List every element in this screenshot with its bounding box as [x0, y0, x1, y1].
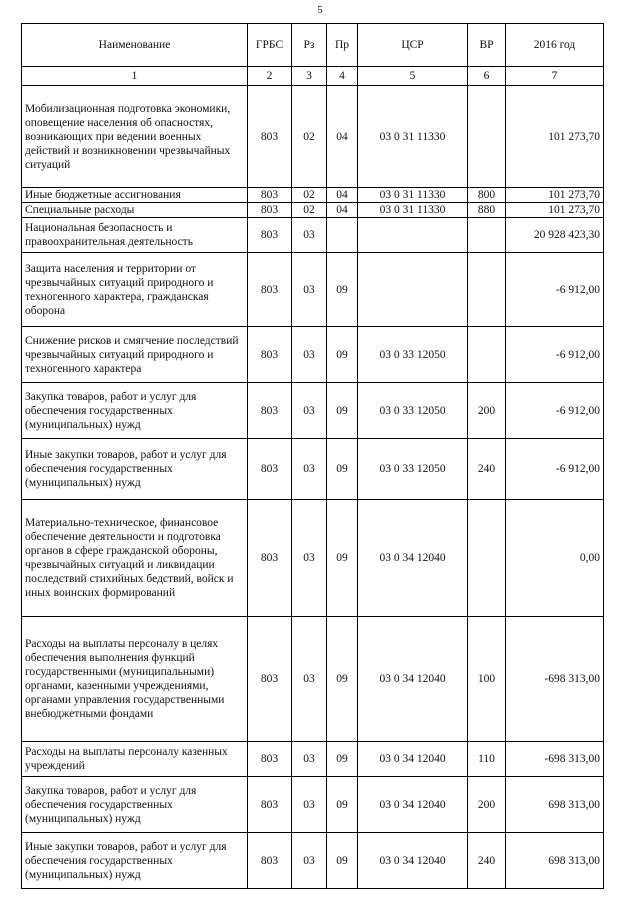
table-row: [22, 742, 604, 777]
row-csr: 03 0 34 12040: [358, 742, 468, 777]
row-csr: 03 0 34 12040: [358, 617, 468, 742]
row-csr: 03 0 33 12050: [358, 439, 468, 500]
row-name: Снижение рисков и смягчение последствий чрезвычайных ситуаций природного и техногенного характера: [22, 327, 248, 383]
column-index: 2: [248, 67, 292, 86]
row-pr: 09: [327, 617, 358, 742]
row-vr: [468, 253, 506, 327]
row-rz: 03: [292, 833, 327, 889]
header-pr: Пр: [327, 24, 358, 67]
row-pr: 04: [327, 86, 358, 188]
row-name: Специальные расходы: [22, 203, 248, 218]
page-number: 5: [317, 4, 323, 16]
row-pr: 09: [327, 833, 358, 889]
column-index-row: [22, 67, 604, 86]
row-rz: 02: [292, 86, 327, 188]
row-amount: 20 928 423,30: [506, 218, 604, 253]
row-vr: 240: [468, 439, 506, 500]
row-pr: 09: [327, 439, 358, 500]
row-grbs: 803: [248, 500, 292, 617]
table-row: [22, 439, 604, 500]
row-csr: [358, 253, 468, 327]
row-csr: 03 0 31 11330: [358, 188, 468, 203]
row-name: Иные закупки товаров, работ и услуг для обеспечения государственных (муниципальных) нужд: [22, 833, 248, 889]
header-csr: ЦСР: [358, 24, 468, 67]
table-row: [22, 833, 604, 889]
row-csr: 03 0 34 12040: [358, 833, 468, 889]
budget-table: [21, 23, 604, 889]
header-rz: Рз: [292, 24, 327, 67]
row-rz: 03: [292, 383, 327, 439]
column-index: 1: [22, 67, 248, 86]
table-row: [22, 500, 604, 617]
row-rz: 03: [292, 500, 327, 617]
table-row: [22, 777, 604, 833]
row-name: Иные бюджетные ассигнования: [22, 188, 248, 203]
row-pr: 09: [327, 327, 358, 383]
row-amount: 101 273,70: [506, 86, 604, 188]
row-csr: 03 0 34 12040: [358, 500, 468, 617]
row-csr: 03 0 34 12040: [358, 777, 468, 833]
row-grbs: 803: [248, 617, 292, 742]
table-row: [22, 218, 604, 253]
row-name: Иные закупки товаров, работ и услуг для обеспечения государственных (муниципальных) нужд: [22, 439, 248, 500]
row-vr: 800: [468, 188, 506, 203]
row-amount: -6 912,00: [506, 439, 604, 500]
row-vr: 240: [468, 833, 506, 889]
row-vr: 880: [468, 203, 506, 218]
table-row: [22, 327, 604, 383]
row-amount: 101 273,70: [506, 203, 604, 218]
row-grbs: 803: [248, 203, 292, 218]
row-rz: 03: [292, 327, 327, 383]
row-csr: 03 0 33 12050: [358, 383, 468, 439]
row-grbs: 803: [248, 253, 292, 327]
table-row: [22, 253, 604, 327]
row-grbs: 803: [248, 383, 292, 439]
row-pr: 04: [327, 203, 358, 218]
header-grbs: ГРБС: [248, 24, 292, 67]
column-index: 5: [358, 67, 468, 86]
row-vr: 110: [468, 742, 506, 777]
row-grbs: 803: [248, 777, 292, 833]
header-name: Наименование: [22, 24, 248, 67]
row-amount: 698 313,00: [506, 777, 604, 833]
table-row: [22, 203, 604, 218]
row-vr: [468, 86, 506, 188]
row-name: Закупка товаров, работ и услуг для обеспечения государственных (муниципальных) нужд: [22, 777, 248, 833]
row-vr: [468, 500, 506, 617]
row-amount: -6 912,00: [506, 383, 604, 439]
row-name: Закупка товаров, работ и услуг для обеспечения государственных (муниципальных) нужд: [22, 383, 248, 439]
row-pr: 09: [327, 742, 358, 777]
row-grbs: 803: [248, 86, 292, 188]
row-amount: 698 313,00: [506, 833, 604, 889]
row-pr: 09: [327, 253, 358, 327]
row-pr: 09: [327, 500, 358, 617]
row-vr: 100: [468, 617, 506, 742]
table-row: [22, 383, 604, 439]
row-name: Национальная безопасность и правоохранительная деятельность: [22, 218, 248, 253]
row-vr: [468, 218, 506, 253]
row-amount: -6 912,00: [506, 253, 604, 327]
row-name: Материально-техническое, финансовое обеспечение деятельности и подготовка органов в сфере гражданской обороны, чрезвычайных ситуаций и ликвидации последствий стихийных бедствий, войск и иных воинских формирований: [22, 500, 248, 617]
table-row: [22, 188, 604, 203]
row-vr: 200: [468, 777, 506, 833]
row-name: Мобилизационная подготовка экономики, оповещение населения об опасностях, возникающих при ведении военных действий и возникновении чрезвычайных ситуаций: [22, 86, 248, 188]
row-csr: 03 0 31 11330: [358, 86, 468, 188]
row-name: Защита населения и территории от чрезвычайных ситуаций природного и техногенного характера, гражданская оборона: [22, 253, 248, 327]
header-vr: ВР: [468, 24, 506, 67]
row-rz: 02: [292, 203, 327, 218]
table-row: [22, 617, 604, 742]
table-row: [22, 86, 604, 188]
row-name: Расходы на выплаты персоналу в целях обеспечения выполнения функций государственными (муниципальными) органами, казенными учреждениями, органами управления государственными внебюджетными фондами: [22, 617, 248, 742]
row-amount: -698 313,00: [506, 742, 604, 777]
row-pr: 09: [327, 383, 358, 439]
row-amount: 0,00: [506, 500, 604, 617]
row-amount: -6 912,00: [506, 327, 604, 383]
row-grbs: 803: [248, 742, 292, 777]
row-pr: [327, 218, 358, 253]
row-rz: 03: [292, 439, 327, 500]
header-year: 2016 год: [506, 24, 604, 67]
row-amount: 101 273,70: [506, 188, 604, 203]
column-index: 4: [327, 67, 358, 86]
row-name: Расходы на выплаты персоналу казенных учреждений: [22, 742, 248, 777]
row-rz: 03: [292, 617, 327, 742]
row-grbs: 803: [248, 833, 292, 889]
row-grbs: 803: [248, 188, 292, 203]
row-csr: 03 0 31 11330: [358, 203, 468, 218]
row-csr: [358, 218, 468, 253]
column-index: 6: [468, 67, 506, 86]
row-pr: 04: [327, 188, 358, 203]
row-rz: 03: [292, 218, 327, 253]
row-rz: 02: [292, 188, 327, 203]
row-grbs: 803: [248, 327, 292, 383]
row-amount: -698 313,00: [506, 617, 604, 742]
row-pr: 09: [327, 777, 358, 833]
column-index: 3: [292, 67, 327, 86]
row-vr: 200: [468, 383, 506, 439]
row-csr: 03 0 33 12050: [358, 327, 468, 383]
row-rz: 03: [292, 742, 327, 777]
row-vr: [468, 327, 506, 383]
row-rz: 03: [292, 253, 327, 327]
row-grbs: 803: [248, 439, 292, 500]
column-index: 7: [506, 67, 604, 86]
row-rz: 03: [292, 777, 327, 833]
table-header-row: [22, 24, 604, 67]
row-grbs: 803: [248, 218, 292, 253]
